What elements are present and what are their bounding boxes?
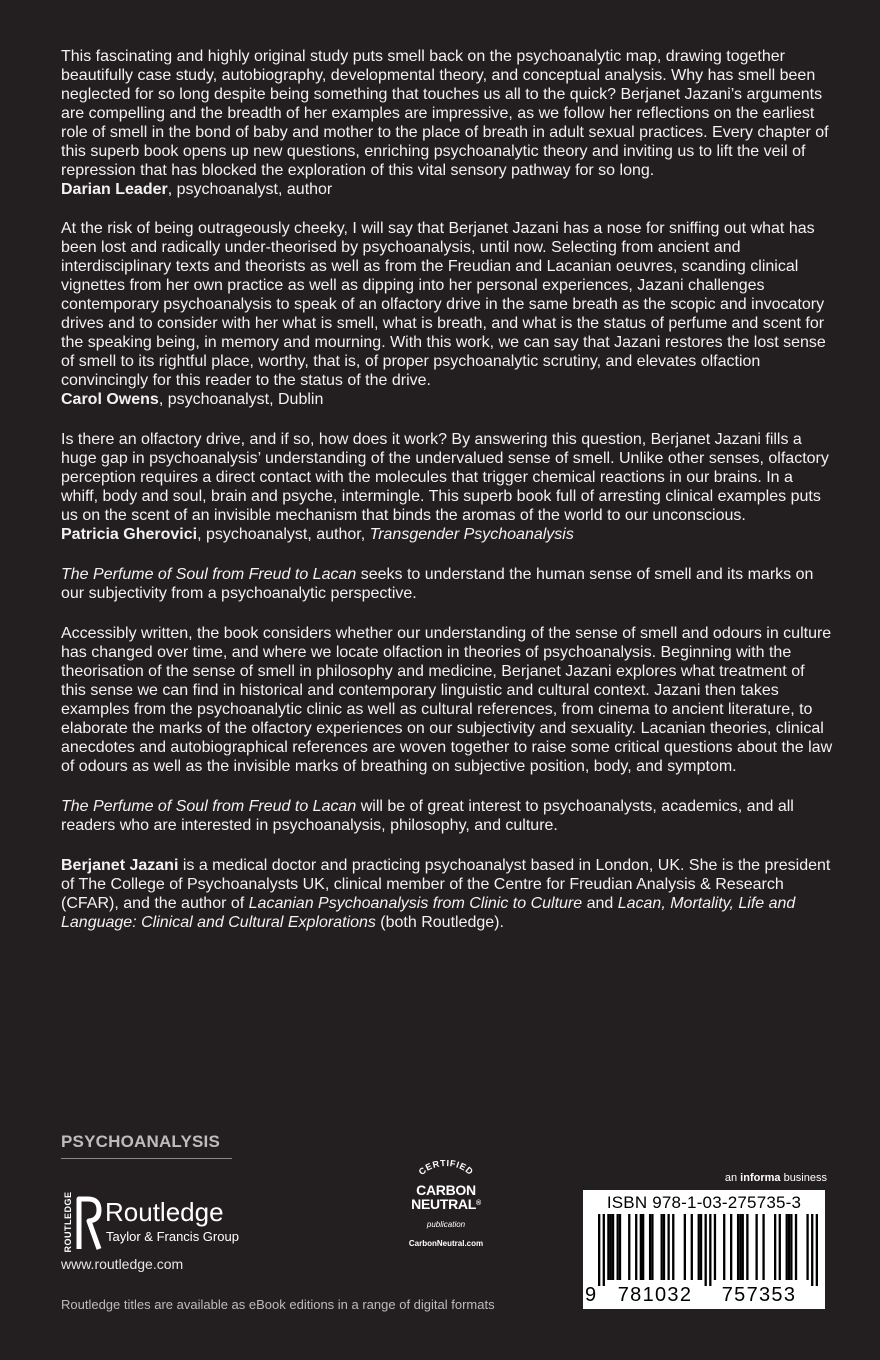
- routledge-r-icon: [76, 1193, 102, 1251]
- barcode-bar: [619, 1214, 621, 1280]
- subject-divider: [61, 1158, 232, 1159]
- barcode-bar: [790, 1214, 792, 1280]
- endorsement-text: This fascinating and highly original study puts smell back on the psychoanalytic map, drawing together beautifully case study, autobiography, developmental theory, and conceptual analysis. Why has smell been neglected for so long despite being something that touches us all to the quick? Berjanet Jazani’s arguments are compelling and the breadth of her examples are impressive, as we follow her reflections on the earliest role of smell in the bond of baby and mother to the place of breath in adult sexual practices. Every chapter of this superb book opens up new questions, enriching psychoanalytic theory and inviting us to lift the veil of repression that has blocked the exploration of this vital sensory pathway for so long.: [61, 48, 829, 179]
- barcode-bar: [628, 1214, 630, 1280]
- barcode-bar: [746, 1214, 748, 1280]
- barcode-bar: [642, 1214, 644, 1280]
- endorsement-3: [61, 430, 833, 544]
- publisher-website: www.routledge.com: [61, 1256, 184, 1272]
- author-bio-text: and: [582, 895, 618, 912]
- author-bio-text: is a medical doctor and practicing psychoanalyst based in London, UK. She is the president of The College of Psychoanalysts UK, clinical member of the Centre for Freudian Analysis & Research (CFAR), and the author of: [61, 857, 831, 912]
- barcode-bar: [691, 1214, 693, 1280]
- barcode-bar: [672, 1214, 674, 1280]
- barcode-bar: [788, 1214, 790, 1280]
- barcode-bar: [723, 1214, 725, 1280]
- carbon-neutral-title: CARBON NEUTRAL®: [411, 1182, 481, 1212]
- barcode-bar: [663, 1214, 665, 1280]
- barcode-bar: [739, 1214, 741, 1280]
- barcode-bar: [651, 1214, 653, 1280]
- registered-mark: ®: [475, 1200, 481, 1207]
- barcode-bar: [714, 1214, 716, 1280]
- carbon-neutral-logo: [396, 1160, 496, 1255]
- endorsement-2: [61, 219, 833, 409]
- routledge-logo: [61, 1193, 291, 1251]
- endorser-book-title: Transgender Psychoanalysis: [369, 526, 574, 543]
- isbn-number: ISBN 978-1-03-275735-3: [606, 1193, 802, 1212]
- barcode-bar: [603, 1214, 605, 1286]
- author-book-title-1: Lacanian Psychoanalysis from Clinic to Culture: [248, 895, 583, 912]
- back-cover-blurb: [61, 47, 833, 953]
- barcode-bar: [661, 1214, 663, 1280]
- author-bio: [61, 856, 833, 932]
- barcode-bar: [610, 1214, 612, 1280]
- barcode-bars: [598, 1214, 818, 1286]
- barcode-bar: [786, 1214, 788, 1280]
- ean-first-digit: 9: [585, 1284, 597, 1306]
- informa-brand: informa: [740, 1172, 781, 1184]
- subject-category: PSYCHOANALYSIS: [61, 1132, 220, 1151]
- routledge-vertical-wordmark: ROUTLEDGE: [63, 1191, 73, 1253]
- carbon-certified-text: CERTIFIED: [416, 1160, 476, 1177]
- carbon-url: CarbonNeutral.com: [408, 1239, 484, 1248]
- barcode-bar: [705, 1214, 707, 1286]
- barcode-bar: [598, 1214, 600, 1286]
- svg-text:CERTIFIED: [417, 1160, 476, 1177]
- barcode-bar: [774, 1214, 776, 1280]
- barcode-bar: [667, 1214, 669, 1280]
- barcode-bar: [640, 1214, 642, 1280]
- endorser-name: Carol Owens: [61, 391, 159, 408]
- endorsement-text: Is there an olfactory drive, and if so, how does it work? By answering this question, Berjanet Jazani fills a huge gap in psychoanalysis’ understanding of the undervalued sense of smell. Unlike other senses, olfactory perception requires a direct contact with the molecules that trigger chemical reactions in our brains. In a whiff, body and soul, brain and psyche, intermingle. This superb book full of arresting clinical examples puts us on the scent of an invisible mechanism that binds the aromas of the world to our unconscious.: [61, 431, 829, 524]
- description-paragraph-3: [61, 797, 833, 835]
- book-title: The Perfume of Soul from Freud to Lacan: [61, 798, 357, 815]
- barcode-bar: [762, 1214, 764, 1280]
- barcode-bar: [612, 1214, 614, 1280]
- barcode-bar: [617, 1214, 619, 1280]
- barcode-bar: [709, 1214, 711, 1286]
- barcode-bar: [684, 1214, 686, 1280]
- barcode-bar: [649, 1214, 651, 1280]
- barcode-bar: [700, 1214, 702, 1280]
- description-text: seeks to understand the human sense of smell and its marks on our subjectivity from a psychoanalytic perspective.: [61, 566, 814, 602]
- ebook-note: Routledge titles are available as eBook editions in a range of digital formats: [61, 1297, 495, 1312]
- endorser-name: Patricia Gherovici: [61, 526, 198, 543]
- isbn-barcode: [583, 1190, 825, 1309]
- barcode-bar: [816, 1214, 818, 1286]
- endorser-role: , psychoanalyst, Dublin: [158, 391, 324, 408]
- endorser-name: Darian Leader: [61, 181, 168, 198]
- endorsement-1: [61, 47, 833, 199]
- barcode-bar: [755, 1214, 757, 1280]
- barcode-bar: [742, 1214, 744, 1280]
- barcode-bar: [698, 1214, 700, 1280]
- informa-business-label: an informa business: [724, 1172, 827, 1184]
- endorsement-text: At the risk of being outrageously cheeky, I will say that Berjanet Jazani has a nose for sniffing out what has been lost and radically under-theorised by psychoanalysis, until now. Selecting from ancient and interdisciplinary texts and theorists as well as from the Freudian and Lacanian oeuvres, scanding clinical vignettes from her own practice as well as dipping into her personal experiences, Jazani challenges contemporary psychoanalysis to speak of an olfactory drive in the same breath as the scopic and invocatory drives and to consider with her what is smell, what is breath, and what is the status of perfume and scent for the speaking being, in memory and mourning. With this work, we can say that Jazani restores the lost sense of smell to its rightful place, worthy, that is, of proper psychoanalytic scrutiny, and elevates olfaction convincingly for this reader to the status of the drive.: [61, 220, 826, 389]
- barcode-bar: [806, 1214, 808, 1280]
- description-text: will be of great interest to psychoanalysts, academics, and all readers who are interested in psychoanalysis, philosophy, and culture.: [61, 798, 794, 834]
- carbon-publication-label: publication: [426, 1220, 466, 1229]
- author-name: Berjanet Jazani: [61, 857, 179, 874]
- author-book-title-2: Lacan, Mortality, Life and Language: Clinical and Cultural Explorations: [61, 895, 796, 931]
- endorser-role: , psychoanalyst, author,: [197, 526, 370, 543]
- barcode-bar: [737, 1214, 739, 1280]
- description-paragraph-2: [61, 624, 833, 776]
- book-title: The Perfume of Soul from Freud to Lacan: [61, 566, 357, 583]
- publisher-name: Routledge: [105, 1197, 224, 1227]
- endorser-role: , psychoanalyst, author: [167, 181, 333, 198]
- barcode-bar: [779, 1214, 781, 1280]
- barcode-bar: [635, 1214, 637, 1280]
- ean-left-digits: 781032: [617, 1284, 693, 1306]
- barcode-bar: [795, 1214, 797, 1280]
- ean-right-digits: 757353: [721, 1284, 797, 1306]
- barcode-bar: [811, 1214, 813, 1286]
- description-paragraph-1: [61, 565, 833, 603]
- description-text: Accessibly written, the book considers whether our understanding of the sense of smell and odours in culture has changed over time, and where we locate olfaction in theories of psychoanalysis. Beginning with the theorisation of the sense of smell in philosophy and medicine, Berjanet Jazani explores what treatment of this sense we can find in historical and contemporary linguistic and cultural context. Jazani then takes examples from the psychoanalytic clinic as well as cultural references, from cinema to ancient literature, to elaborate the marks of the olfactory experiences on our subjectivity and sexuality. Lacanian theories, clinical anecdotes and autobiographical references are woven together to raise some critical questions about the law of odours as well as the invisible marks of breathing on subjective position, body, and symptom.: [61, 625, 833, 775]
- barcode-bar: [730, 1214, 732, 1280]
- author-bio-text: (both Routledge).: [375, 914, 504, 931]
- publisher-group: Taylor & Francis Group: [106, 1229, 239, 1244]
- barcode-bar: [607, 1214, 609, 1280]
